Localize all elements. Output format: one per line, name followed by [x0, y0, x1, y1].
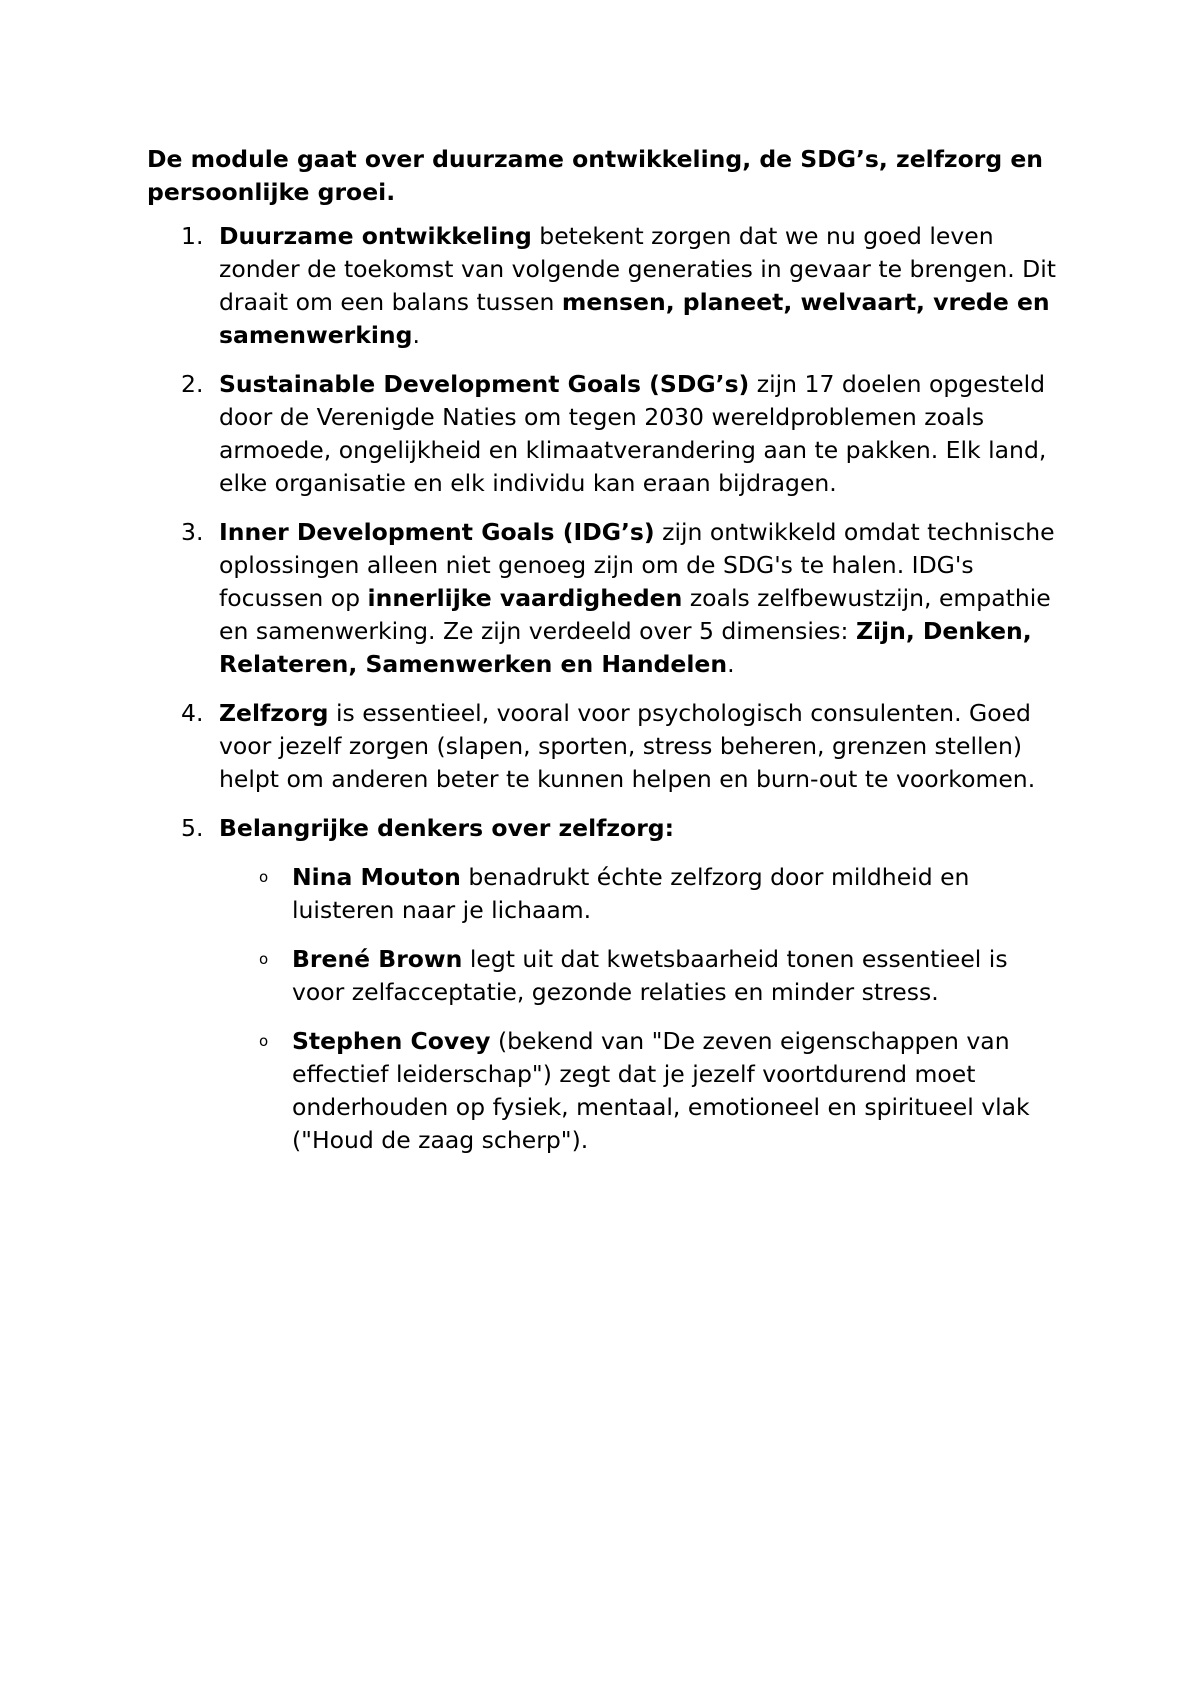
thinker-description: (bekend van "De zeven eigenschappen van effectief leiderschap") zegt dat je jezelf voortdurend moet onderhouden op fysiek, mentaal, emotioneel en spiritueel vlak ("Houd de zaag scherp"). [292, 1027, 1030, 1154]
list-item [147, 697, 1060, 796]
item-text: zoals zelfbewustzijn, empathie en samenwerking. Ze zijn verdeeld over 5 dimensies: [219, 584, 1051, 645]
bullet-item [219, 861, 1060, 927]
bullet-circle-icon: o [259, 1032, 269, 1050]
list-item [147, 220, 1060, 352]
item-bold-text: Sustainable Development Goals (SDG’s) [219, 370, 750, 398]
item-text: . [727, 650, 735, 678]
item-text: zijn ontwikkeld omdat technische oplossingen alleen niet genoeg zijn om de SDG's te halen. IDG's focussen op [219, 518, 1055, 612]
item-bold-text: innerlijke vaardigheden [367, 584, 683, 612]
bullet-item [219, 1025, 1060, 1157]
item-bold-text: Belangrijke denkers over zelfzorg: [219, 814, 675, 842]
item-text: . [412, 321, 420, 349]
item-bold-text: Duurzame ontwikkeling [219, 222, 532, 250]
item-text: zijn 17 doelen opgesteld door de Verenigde Naties om tegen 2030 wereldproblemen zoals armoede, ongelijkheid en klimaatverandering aan te pakken. Elk land, elke organisatie en elk individu kan eraan bijdragen. [219, 370, 1047, 497]
thinker-name: Brené Brown [292, 945, 463, 973]
item-bold-text: Zelfzorg [219, 699, 329, 727]
list-number: 2. [181, 370, 204, 398]
intro-heading: De module gaat over duurzame ontwikkeling, de SDG’s, zelfzorg en persoonlijke groei. [147, 145, 1043, 206]
list-number: 3. [181, 518, 204, 546]
list-item [147, 368, 1060, 500]
thinker-description: legt uit dat kwetsbaarheid tonen essentieel is voor zelfacceptatie, gezonde relaties en minder stress. [292, 945, 1008, 1006]
numbered-list [147, 220, 1060, 1157]
bullet-circle-icon: o [259, 950, 269, 968]
item-bold-text: mensen, planeet, welvaart, vrede en samenwerking [219, 288, 1050, 349]
thinker-name: Nina Mouton [292, 863, 461, 891]
item-text: betekent zorgen dat we nu goed leven zonder de toekomst van volgende generaties in gevaar te brengen. Dit draait om een balans tussen [219, 222, 1056, 316]
list-number: 4. [181, 699, 204, 727]
item-bold-text: Zijn, Denken, Relateren, Samenwerken en Handelen [219, 617, 1032, 678]
item-bold-text: Inner Development Goals (IDG’s) [219, 518, 655, 546]
list-number: 5. [181, 814, 204, 842]
bullet-circle-icon: o [259, 868, 269, 886]
list-item [147, 812, 1060, 1157]
thinker-description: benadrukt échte zelfzorg door mildheid en luisteren naar je lichaam. [292, 863, 970, 924]
thinker-name: Stephen Covey [292, 1027, 491, 1055]
bullet-list [219, 861, 1060, 1157]
list-item [147, 516, 1060, 681]
list-number: 1. [181, 222, 204, 250]
bullet-item [219, 943, 1060, 1009]
item-text: is essentieel, vooral voor psychologisch consulenten. Goed voor jezelf zorgen (slapen, sporten, stress beheren, grenzen stellen) helpt om anderen beter te kunnen helpen en burn-out te voorkomen. [219, 699, 1036, 793]
